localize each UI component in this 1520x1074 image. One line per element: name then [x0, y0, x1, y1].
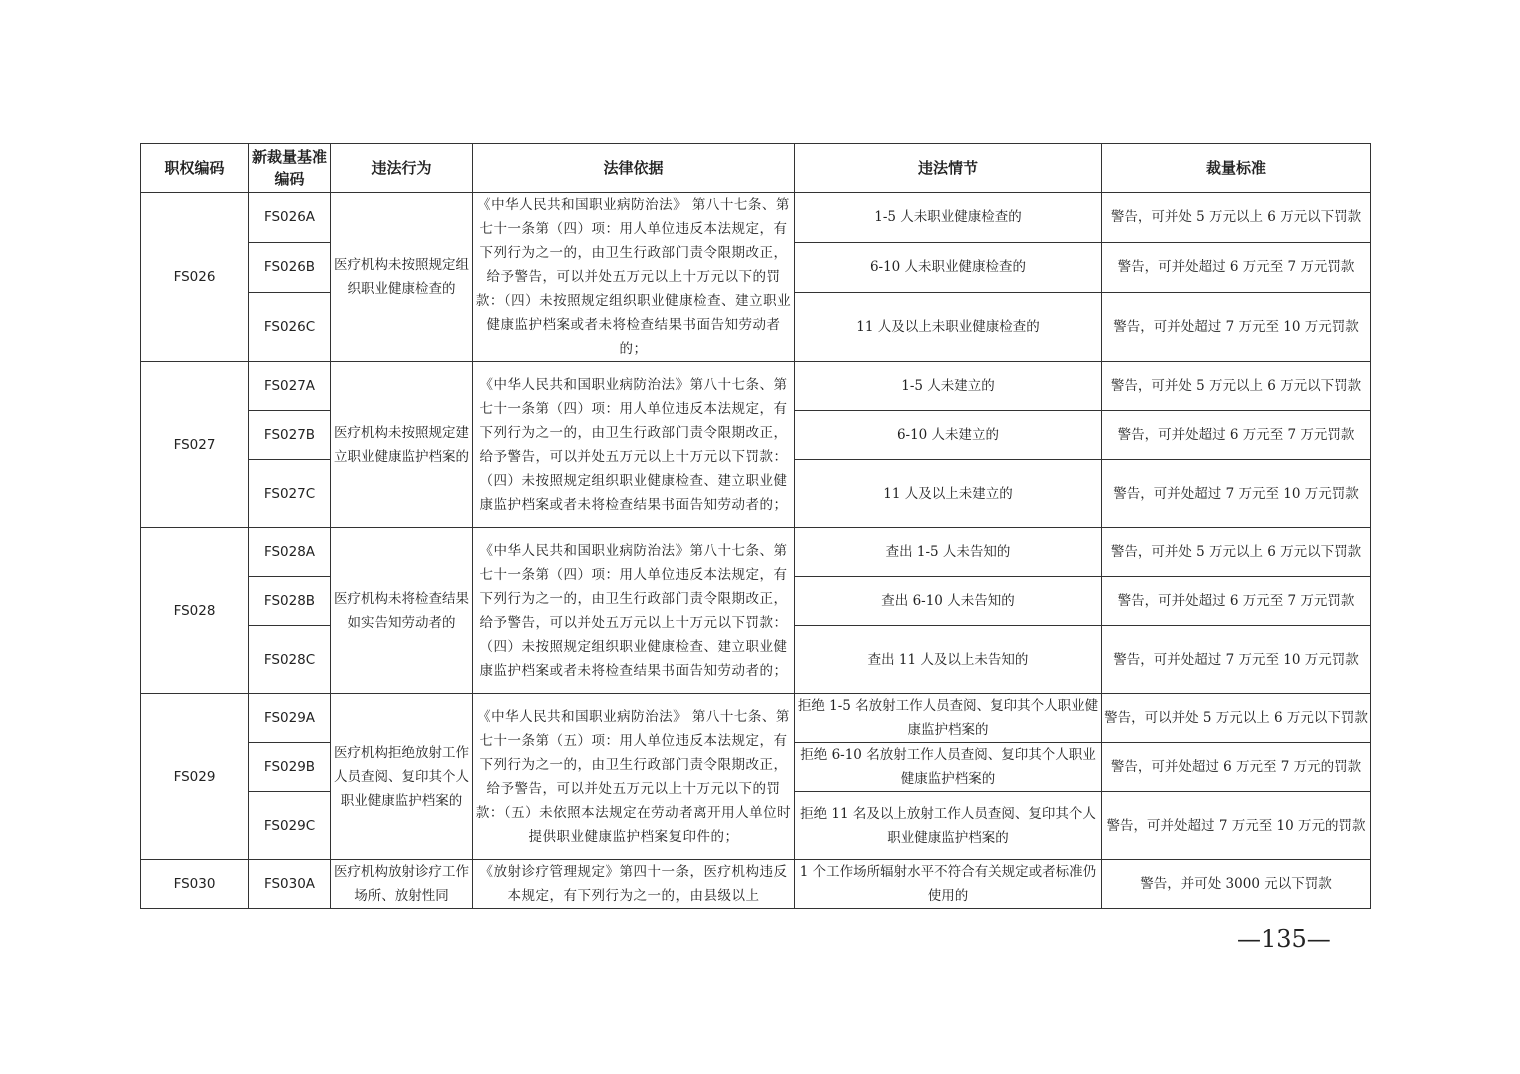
violation-behavior: 医疗机构放射诊疗工作场所、放射性同 [334, 864, 469, 904]
sub-code: FS027B [249, 411, 331, 460]
sub-code: FS028A [249, 528, 331, 577]
header-standard: 裁量标准 [1102, 144, 1371, 193]
table-row [141, 193, 1371, 243]
authority-code: FS027 [141, 362, 249, 528]
discretion-table [140, 143, 1371, 909]
standard: 警告，可以并处 5 万元以上 6 万元以下罚款 [1102, 694, 1371, 743]
legal-basis: 《中华人民共和国职业病防治法》 第八十七条、第七十一条第（五）项：用人单位违反本法规定，有下列行为之一的，由卫生行政部门责令限期改正，给予警告，可以并处五万元以上十万元以下的罚款：（五）未依照本法规定在劳动者离开用人单位时提供职业健康监护档案复印件的； [473, 694, 795, 860]
circumstance: 6-10 人未职业健康检查的 [795, 242, 1102, 292]
circumstance: 1-5 人未职业健康检查的 [795, 193, 1102, 243]
circumstance: 11 人及以上未职业健康检查的 [795, 292, 1102, 361]
sub-code: FS026A [249, 193, 331, 243]
circumstance: 拒绝 11 名及以上放射工作人员查阅、复印其个人职业健康监护档案的 [795, 792, 1102, 860]
circumstance: 1-5 人未建立的 [795, 362, 1102, 411]
header-new-code: 新裁量基准编码 [249, 144, 331, 193]
sub-code: FS029B [249, 743, 331, 792]
sub-code: FS028B [249, 577, 331, 626]
header-violation: 违法行为 [331, 144, 473, 193]
header-authority-code: 职权编码 [141, 144, 249, 193]
sub-code: FS027C [249, 460, 331, 528]
standard: 警告，可并处超过 7 万元至 10 万元罚款 [1102, 626, 1371, 694]
authority-code: FS028 [141, 528, 249, 694]
violation-behavior: 医疗机构未将检查结果如实告知劳动者的 [331, 528, 473, 694]
page-number: —135— [1237, 925, 1331, 953]
circumstance: 拒绝 1-5 名放射工作人员查阅、复印其个人职业健康监护档案的 [795, 694, 1102, 743]
circumstance: 6-10 人未建立的 [795, 411, 1102, 460]
sub-code: FS029C [249, 792, 331, 860]
standard: 警告，可并处 5 万元以上 6 万元以下罚款 [1102, 362, 1371, 411]
authority-code: FS026 [141, 193, 249, 362]
table-row [141, 528, 1371, 577]
standard: 警告，可并处超过 7 万元至 10 万元罚款 [1102, 460, 1371, 528]
authority-code: FS029 [141, 694, 249, 860]
sub-code: FS030A [249, 860, 331, 909]
standard: 警告，可并处 5 万元以上 6 万元以下罚款 [1102, 528, 1371, 577]
circumstance: 11 人及以上未建立的 [795, 460, 1102, 528]
standard: 警告，可并处超过 6 万元至 7 万元的罚款 [1102, 743, 1371, 792]
legal-basis: 《中华人民共和国职业病防治法》第八十七条、第七十一条第（四）项：用人单位违反本法规定，有下列行为之一的，由卫生行政部门责令限期改正，给予警告，可以并处五万元以上十万元以下罚款：（四）未按照规定组织职业健康检查、建立职业健康监护档案或者未将检查结果书面告知劳动者的； [473, 528, 795, 694]
standard: 警告，可并处超过 7 万元至 10 万元罚款 [1102, 292, 1371, 361]
legal-basis: 《中华人民共和国职业病防治法》 第八十七条、第七十一条第（四）项：用人单位违反本法规定，有下列行为之一的，由卫生行政部门责令限期改正，给予警告，可以并处五万元以上十万元以下的罚款：（四）未按照规定组织职业健康检查、建立职业健康监护档案或者未将检查结果书面告知劳动者的； [473, 193, 795, 362]
violation-behavior: 医疗机构未按照规定组织职业健康检查的 [331, 193, 473, 362]
circumstance: 拒绝 6-10 名放射工作人员查阅、复印其个人职业健康监护档案的 [795, 743, 1102, 792]
legal-basis: 《中华人民共和国职业病防治法》第八十七条、第七十一条第（四）项：用人单位违反本法规定，有下列行为之一的，由卫生行政部门责令限期改正，给予警告，可以并处五万元以上十万元以下罚款：（四）未按照规定组织职业健康检查、建立职业健康监护档案或者未将检查结果书面告知劳动者的； [473, 362, 795, 528]
standard: 警告，可并处超过 6 万元至 7 万元罚款 [1102, 411, 1371, 460]
table-row [141, 860, 1371, 909]
authority-code: FS030 [141, 860, 249, 909]
circumstance: 1 个工作场所辐射水平不符合有关规定或者标准仍使用的 [795, 860, 1102, 909]
circumstance: 查出 6-10 人未告知的 [795, 577, 1102, 626]
violation-behavior: 医疗机构未按照规定建立职业健康监护档案的 [331, 362, 473, 528]
sub-code: FS026B [249, 242, 331, 292]
sub-code: FS026C [249, 292, 331, 361]
standard: 警告，并可处 3000 元以下罚款 [1102, 860, 1371, 909]
header-legal-basis: 法律依据 [473, 144, 795, 193]
standard: 警告，可并处超过 7 万元至 10 万元的罚款 [1102, 792, 1371, 860]
sub-code: FS027A [249, 362, 331, 411]
table-row [141, 694, 1371, 743]
legal-basis: 《放射诊疗管理规定》第四十一条，医疗机构违反本规定，有下列行为之一的，由县级以上 [479, 864, 788, 904]
sub-code: FS028C [249, 626, 331, 694]
standard: 警告，可并处 5 万元以上 6 万元以下罚款 [1102, 193, 1371, 243]
standard: 警告，可并处超过 6 万元至 7 万元罚款 [1102, 242, 1371, 292]
table-row [141, 362, 1371, 411]
standard: 警告，可并处超过 6 万元至 7 万元罚款 [1102, 577, 1371, 626]
sub-code: FS029A [249, 694, 331, 743]
circumstance: 查出 11 人及以上未告知的 [795, 626, 1102, 694]
header-circumstance: 违法情节 [795, 144, 1102, 193]
violation-behavior: 医疗机构拒绝放射工作人员查阅、复印其个人职业健康监护档案的 [331, 694, 473, 860]
circumstance: 查出 1-5 人未告知的 [795, 528, 1102, 577]
